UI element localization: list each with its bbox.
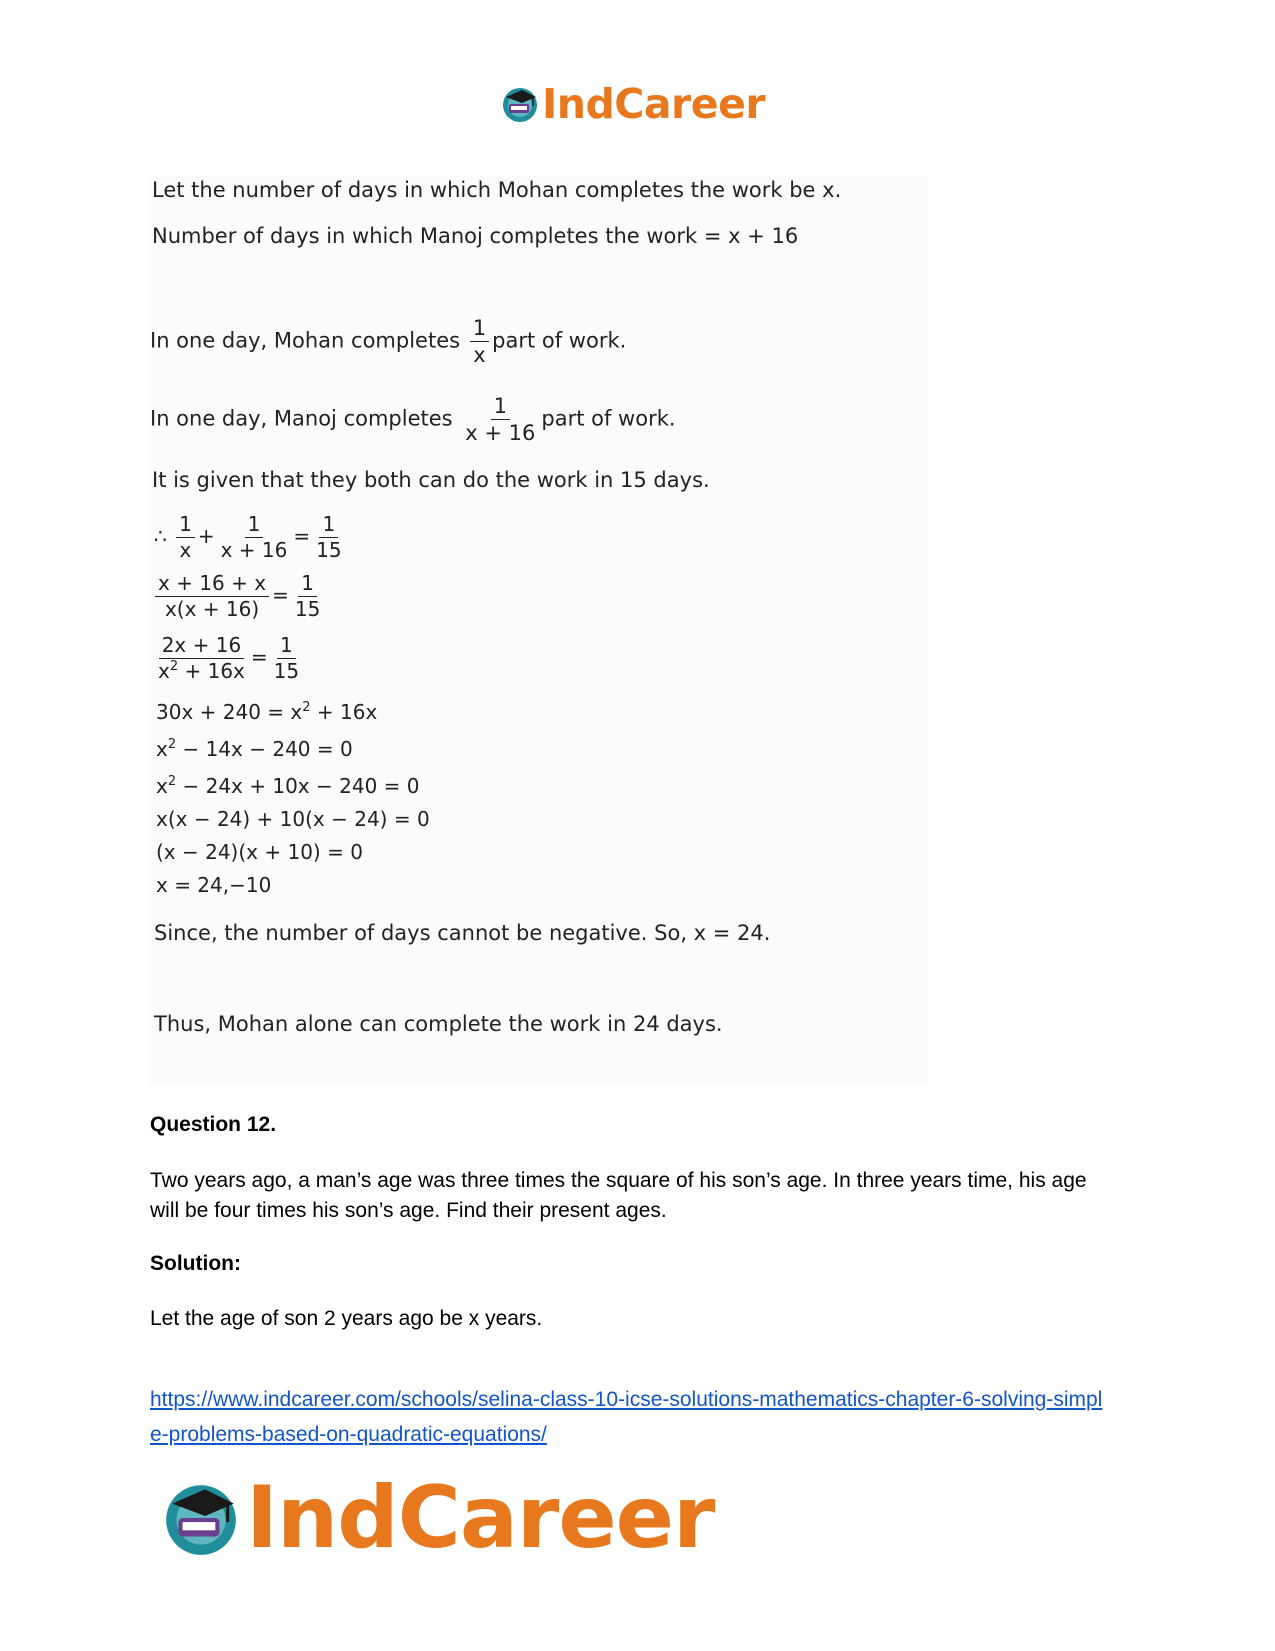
graduation-cap-globe-icon [160, 1477, 242, 1559]
source-link[interactable]: https://www.indcareer.com/schools/selina-class-10-icse-solutions-mathematics-chapter-6-solving-simple-problems-based-on-quadratic-equations/ [150, 1388, 1103, 1446]
solution-line-1: Let the number of days in which Mohan completes the work be x. [152, 178, 842, 202]
solution-line-3: In one day, Mohan completes $\frac{1}{x}$ part of work. [150, 316, 627, 368]
equation-8: (x − 24)(x + 10) = 0 [156, 840, 363, 864]
solution-heading: Solution: [150, 1252, 241, 1275]
logo-wordmark: IndCareer [246, 1468, 715, 1568]
equation-5: $x^2 - 14x - 240 = 0$ [156, 737, 353, 761]
solution-line-2: Number of days in which Manoj completes the work = x + 16 [152, 224, 799, 248]
equation-6: $x^2 - 24x + 10x - 240 = 0$ [156, 774, 420, 798]
solution-line-6: Since, the number of days cannot be negative. So, x = 24. [154, 921, 771, 945]
equation-1: ∴ $\frac{1}{x}$ + $\frac{1}{x + 16}$ = $\frac{1}{15}$ [154, 512, 342, 562]
question-heading: Question 12. [150, 1113, 277, 1136]
footer-logo [160, 1468, 714, 1568]
solution-line-5: It is given that they both can do the work in 15 days. [152, 468, 710, 492]
equation-7: x(x − 24) + 10(x − 24) = 0 [156, 807, 430, 831]
fraction: $\frac{1}{x}$ [470, 316, 489, 367]
solution-line-7: Thus, Mohan alone can complete the work in 24 days. [154, 1012, 723, 1036]
header-logo [500, 80, 765, 128]
question-text: Two years ago, a man’s age was three times the square of his son’s age. In three years time, his age will be four times his son’s age. Find their present ages. [150, 1169, 1087, 1222]
solution-text: Let the age of son 2 years ago be x years. [150, 1307, 543, 1330]
equation-2: $\frac{x + 16 + x}{x(x + 16)}$ = $\frac{1}{15}$ [152, 572, 326, 621]
logo-wordmark: IndCareer [542, 80, 766, 128]
equation-3: $\frac{2x + 16}{x^2 + 16x}$ = $\frac{1}{15}$ [158, 633, 300, 683]
equation-9: x = 24,−10 [156, 873, 272, 897]
graduation-cap-globe-icon [500, 84, 540, 124]
solution-line-4: In one day, Manoj completes $\frac{1}{x + 16}$ part of work. [150, 394, 676, 446]
fraction: $\frac{1}{x + 16}$ [465, 394, 536, 446]
equation-4: $30x + 240 = x^2 + 16x$ [156, 700, 378, 724]
solution-image [148, 176, 928, 1086]
